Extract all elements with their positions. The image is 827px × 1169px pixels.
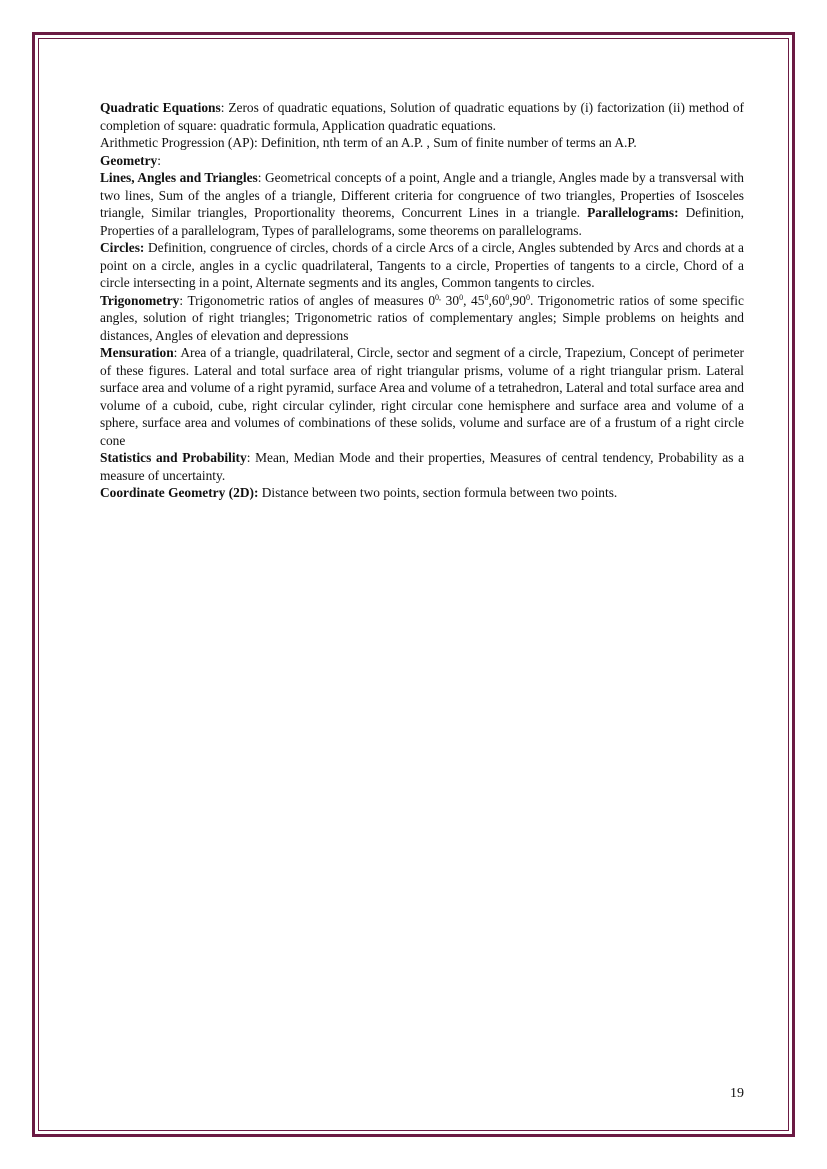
superscript-degree-5: 0 [525, 292, 530, 302]
text-trigonometry-part5: ,90 [509, 292, 526, 308]
heading-mensuration: Mensuration [100, 345, 174, 360]
text-circles: Definition, congruence of circles, chords of a circle Arcs of a circle, Angles subtended by Arcs and chords at a point on a circle, angles in a cyclic quadrilateral, Tangents to a circle, Properties of tangents to a circle, Chord of a circle intersecting in a point, Alternate segments and its angles, Common tangents to circles. [100, 240, 744, 290]
paragraph-quadratic-equations [100, 99, 744, 134]
text-quadratic-equations: : Zeros of quadratic equations, Solution of quadratic equations by (i) factorization (ii) method of completion of square: quadratic formula, Application quadratic equations. [100, 100, 745, 133]
heading-coordinate-geometry: Coordinate Geometry (2D): [100, 485, 259, 500]
heading-quadratic-equations: Quadratic Equations [100, 100, 221, 115]
heading-geometry: Geometry [100, 152, 158, 168]
text-arithmetic-progression: Arithmetic Progression (AP): Definition, nth term of an A.P. , Sum of finite number of terms an A.P. [100, 135, 637, 150]
heading-lines-angles-triangles: Lines, Angles and Triangles [100, 170, 258, 185]
superscript-degree-2: 0 [459, 292, 464, 302]
paragraph-mensuration [100, 344, 744, 449]
paragraph-trigonometry [100, 292, 744, 345]
superscript-degree-4: 0 [505, 292, 510, 302]
text-trigonometry-part1: : Trigonometric ratios of angles of measures 0 [179, 292, 436, 308]
text-mensuration: : Area of a triangle, quadrilateral, Circle, sector and segment of a circle, Trapezium, Concept of perimeter of these figures. Lateral and total surface area of right triangular prisms, volume of a right triangular prism. Lateral surface area and volume of a right pyramid, surface Area and volume of a tetrahedron, Lateral and total surface area and volume of a cuboid, cube, right circular cylinder, right circular cone hemisphere and surface area and volume of a sphere, surface area and volumes of combinations of these solids, volume and surface are of a frustum of a right circle cone [100, 345, 744, 448]
text-statistics-probability: : Mean, Median Mode and their properties, Measures of central tendency, Probability as a measure of uncertainty. [100, 450, 745, 483]
syllabus-content [100, 99, 744, 502]
text-trigonometry-part4: ,60 [488, 292, 506, 308]
paragraph-circles [100, 239, 744, 292]
superscript-degree-3: 0 [484, 292, 489, 302]
text-trigonometry-part2: 30 [441, 292, 460, 308]
text-trigonometry-part6: . Trigonometric ratios of some specific angles, solution of right triangles; Trigonometric ratios of complementary angles; Simple problems on heights and distances, Angles of elevation and depressions [100, 292, 744, 343]
paragraph-arithmetic-progression [100, 134, 744, 152]
text-lines-angles-triangles: : Geometrical concepts of a point, Angle and a triangle, Angles made by a transversal with two lines, Sum of the angles of a triangle, Different criteria for congruence of two triangles, Properties of Isosceles triangle, Similar triangles, Proportionality theorems, Concurrent Lines in a triangle. [100, 170, 744, 220]
paragraph-geometry [100, 152, 744, 170]
paragraph-statistics-probability [100, 449, 744, 484]
paragraph-coordinate-geometry [100, 484, 744, 502]
superscript-degree-1: 0, [435, 292, 442, 302]
heading-statistics-probability: Statistics and Probability [100, 450, 247, 465]
text-coordinate-geometry: Distance between two points, section formula between two points. [258, 485, 618, 500]
text-trigonometry-part3: , 45 [463, 292, 485, 308]
text-parallelograms: Definition, Properties of a parallelogram, Types of parallelograms, some theorems on parallelograms. [100, 205, 744, 238]
geometry-colon: : [157, 152, 161, 168]
heading-trigonometry: Trigonometry [100, 292, 180, 308]
heading-parallelograms: Parallelograms: [587, 205, 679, 220]
heading-circles: Circles: [100, 240, 145, 255]
page-number: 19 [730, 1086, 744, 1101]
paragraph-lines-angles-triangles [100, 169, 744, 239]
